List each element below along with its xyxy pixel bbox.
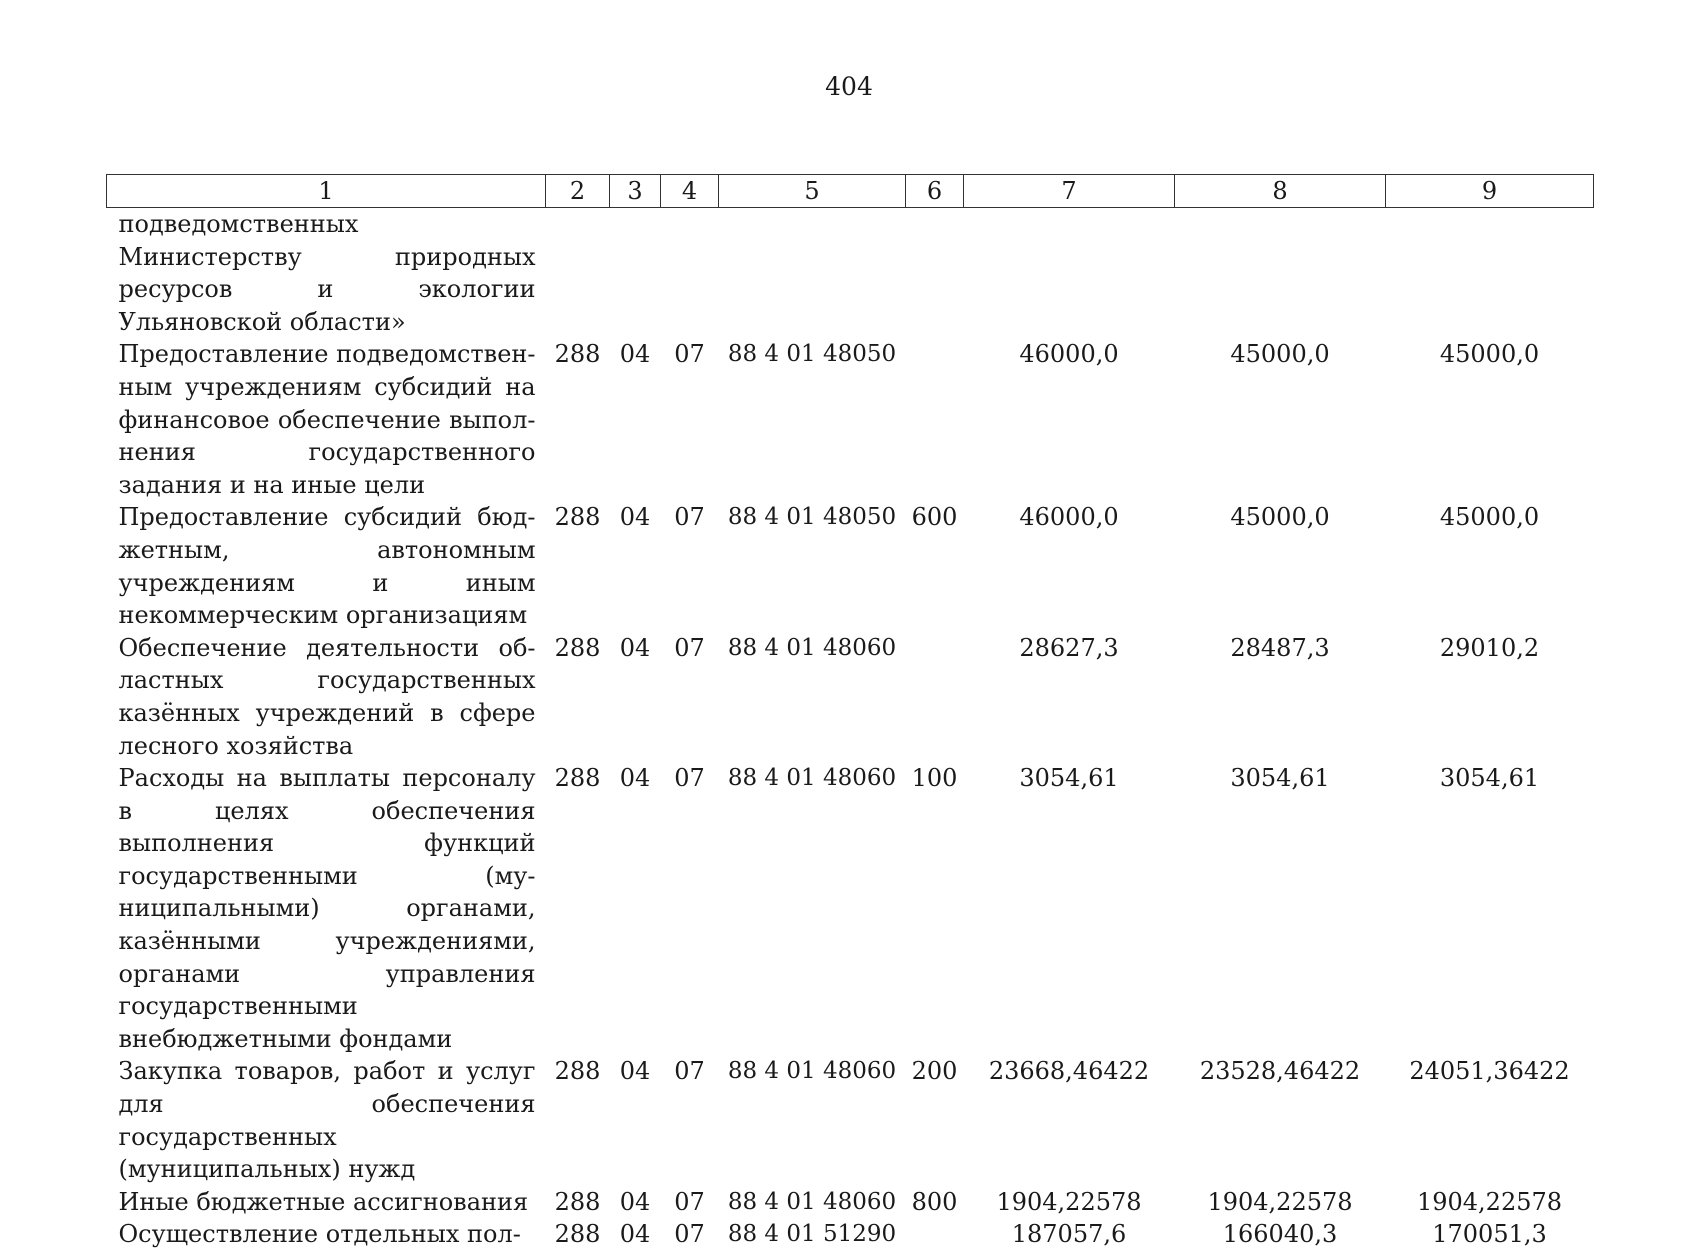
cell-target-article: 88 4 01 48060 <box>727 765 897 792</box>
budget-table <box>106 174 1594 1251</box>
cell-amount-9: 24051,36422 <box>1409 1057 1570 1086</box>
cell-expense-type: 800 <box>911 1187 958 1216</box>
row-name: Расходы на выплаты персоналу в целях обеспечения выполнения функций государственными (муниципальными) органами, казёнными учреждениями, органами управления государственными внебюджетными фондами <box>118 764 536 1053</box>
cell-amount-9: 45000,0 <box>1439 503 1540 532</box>
cell-amount-9: 29010,2 <box>1439 633 1540 662</box>
cell-amount-8: 166040,3 <box>1222 1220 1338 1249</box>
cell-subsection: 07 <box>674 633 705 662</box>
cell-amount-9: 1904,22578 <box>1416 1187 1563 1216</box>
cell-expense-type: 600 <box>911 503 958 532</box>
cell-section: 04 <box>619 1057 651 1086</box>
cell-ministry <box>546 208 610 339</box>
cell-subsection: 07 <box>674 1220 705 1249</box>
cell-amount-7: 1904,22578 <box>996 1187 1142 1216</box>
row-name: Закупка товаров, работ и услуг для обеспечения государственных (муниципальных) нужд <box>118 1057 536 1184</box>
cell-ministry: 288 <box>554 633 601 662</box>
cell-amount-7: 3054,61 <box>1019 764 1119 793</box>
cell-section: 04 <box>619 340 651 369</box>
column-header: 8 <box>1175 175 1386 208</box>
table-row <box>107 1218 1594 1251</box>
table-row <box>107 632 1594 762</box>
cell-amount-8: 1904,22578 <box>1207 1187 1353 1216</box>
cell-subsection <box>661 208 719 339</box>
cell-amount-9: 45000,0 <box>1439 340 1540 369</box>
cell-amount-9 <box>1386 208 1594 339</box>
row-name: Предоставление подведомственным учреждениям субсидий на финансовое обеспечение выполнения государственного задания и на иные цели <box>118 340 536 499</box>
row-name: Обеспечение деятельности областных государственных казённых учреждений в сфере лесного хозяйства <box>118 633 536 760</box>
cell-amount-7: 187057,6 <box>1011 1220 1127 1249</box>
row-name: Иные бюджетные ассигнования <box>118 1187 529 1216</box>
column-header: 7 <box>964 175 1175 208</box>
table-row <box>107 1186 1594 1219</box>
cell-amount-7: 23668,46422 <box>988 1057 1150 1086</box>
cell-ministry: 288 <box>554 1187 601 1216</box>
table-row <box>107 338 1594 501</box>
cell-expense-type <box>906 208 964 339</box>
column-header: 6 <box>906 175 964 208</box>
cell-amount-9: 170051,3 <box>1432 1220 1547 1249</box>
row-name: Осуществление отдельных пол- <box>118 1220 521 1249</box>
page-number: 404 <box>825 72 873 101</box>
cell-section: 04 <box>619 1220 651 1249</box>
cell-subsection: 07 <box>674 764 705 793</box>
cell-section <box>610 208 661 339</box>
cell-expense-type: 100 <box>911 764 958 793</box>
row-name: подведомственных Министерству природных ресурсов и экологии Ульяновской области» <box>118 210 536 336</box>
header-row <box>107 175 1594 208</box>
cell-section: 04 <box>619 633 651 662</box>
cell-subsection: 07 <box>674 1057 705 1086</box>
cell-amount-8: 28487,3 <box>1230 633 1330 662</box>
cell-target-article: 88 4 01 48060 <box>727 634 897 661</box>
cell-expense-type <box>906 632 964 762</box>
cell-section: 04 <box>619 1187 651 1216</box>
cell-amount-7: 46000,0 <box>1019 340 1119 369</box>
row-name: Предоставление субсидий бюджетным, автономным учреждениям и иным некоммерческим организациям <box>118 503 536 630</box>
cell-ministry: 288 <box>554 503 601 532</box>
cell-amount-8: 3054,61 <box>1230 764 1330 793</box>
column-header: 3 <box>610 175 661 208</box>
cell-amount-8: 45000,0 <box>1230 340 1330 369</box>
column-header: 4 <box>661 175 719 208</box>
table-row <box>107 762 1594 1055</box>
cell-expense-type <box>906 1218 964 1251</box>
cell-target-article <box>719 208 906 339</box>
column-header: 9 <box>1386 175 1594 208</box>
cell-target-article: 88 4 01 51290 <box>727 1221 897 1248</box>
table-row <box>107 501 1594 631</box>
cell-target-article: 88 4 01 48050 <box>727 341 897 368</box>
cell-amount-7: 46000,0 <box>1019 503 1119 532</box>
cell-amount-7 <box>964 208 1175 339</box>
table-row <box>107 1055 1594 1185</box>
cell-subsection: 07 <box>674 503 705 532</box>
column-header: 5 <box>719 175 906 208</box>
cell-amount-9: 3054,61 <box>1439 764 1540 793</box>
cell-ministry: 288 <box>554 1220 601 1249</box>
cell-amount-7: 28627,3 <box>1019 633 1119 662</box>
cell-target-article: 88 4 01 48060 <box>727 1188 897 1215</box>
cell-ministry: 288 <box>554 1057 601 1086</box>
cell-subsection: 07 <box>674 340 705 369</box>
cell-amount-8: 45000,0 <box>1230 503 1330 532</box>
cell-subsection: 07 <box>674 1187 705 1216</box>
cell-target-article: 88 4 01 48050 <box>727 504 897 531</box>
cell-section: 04 <box>619 503 651 532</box>
cell-amount-8 <box>1175 208 1386 339</box>
cell-ministry: 288 <box>554 340 601 369</box>
column-header: 2 <box>546 175 610 208</box>
cell-expense-type: 200 <box>911 1057 958 1086</box>
cell-section: 04 <box>619 764 651 793</box>
cell-amount-8: 23528,46422 <box>1199 1057 1361 1086</box>
cell-ministry: 288 <box>554 764 601 793</box>
table-row <box>107 208 1594 339</box>
cell-target-article: 88 4 01 48060 <box>727 1058 897 1085</box>
column-header: 1 <box>107 175 546 208</box>
cell-expense-type <box>906 338 964 501</box>
